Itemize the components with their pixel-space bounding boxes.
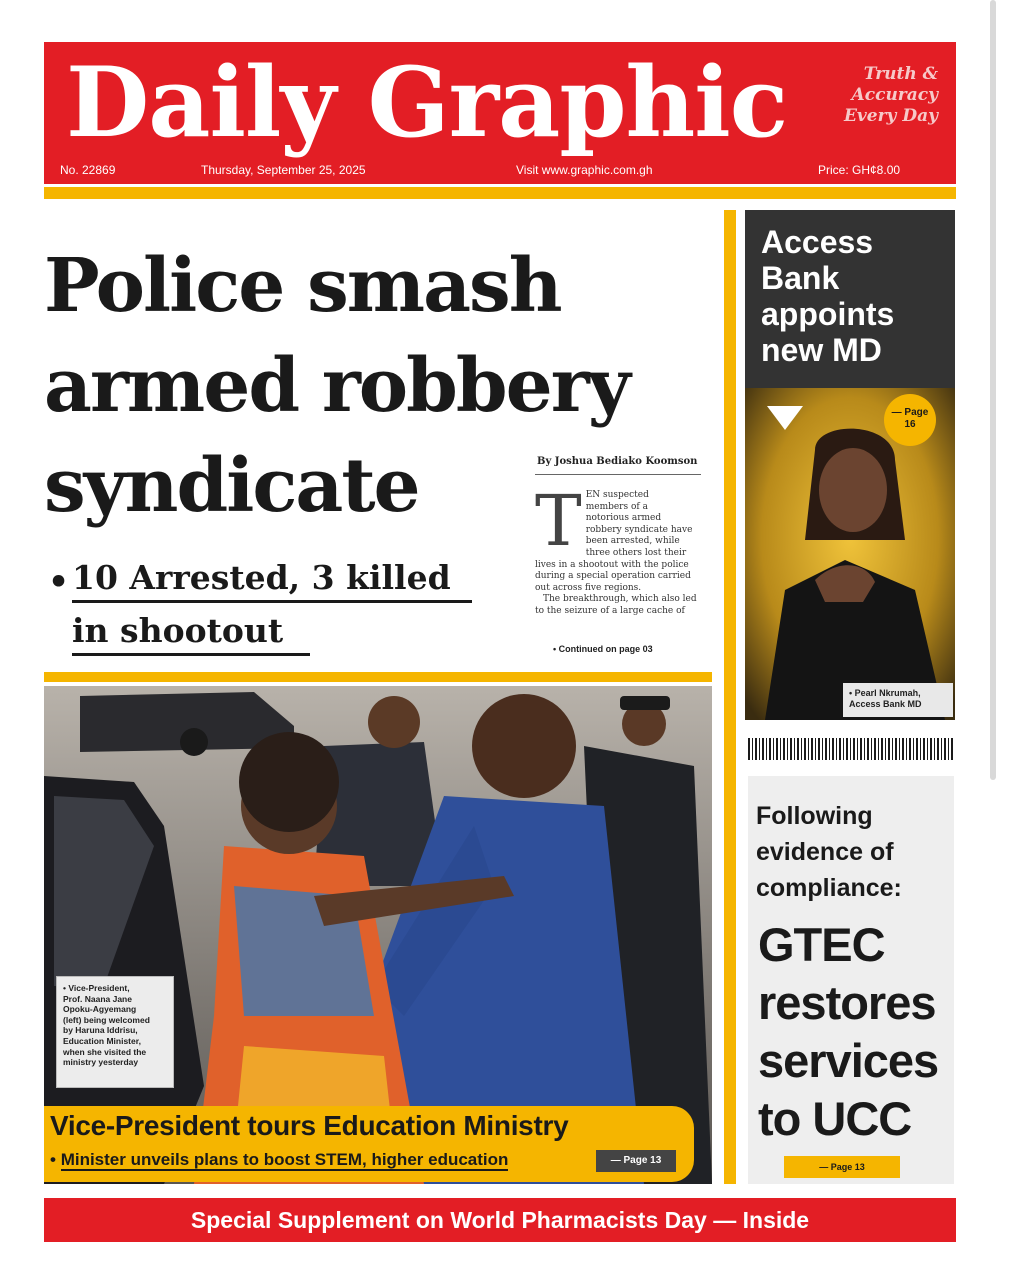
headline-line: Police smash [44,243,561,329]
caption-line: Access Bank MD [849,699,922,709]
issue-date: Thursday, September 25, 2025 [201,163,366,177]
page-reference[interactable]: — Page 13 [596,1150,676,1172]
photo-story-title: Vice-President tours Education Ministry [50,1110,569,1141]
caption-line: Prof. Naana Jane [63,993,132,1004]
access-bank-panel [745,210,955,720]
byline-divider [535,474,701,475]
motto-line: Truth & [863,64,938,84]
body-line: EN suspected [585,490,649,500]
barcode [748,738,954,760]
masthead-rule [44,187,956,199]
badge-line: — Page [891,407,929,418]
portrait-caption [843,683,953,717]
page-reference[interactable]: — Page 13 [784,1156,900,1178]
photo-rule [44,672,712,682]
headline-line: new MD [761,332,882,368]
subheadline-line: 10 Arrested, 3 killed [72,556,472,603]
gtec-panel [748,776,954,1184]
caption-line: ministry yesterday [63,1057,139,1068]
body-line: lives in a shootout with the police [535,559,689,570]
caption-line: • Pearl Nkrumah, [849,688,921,698]
masthead-motto [828,64,938,127]
caption-line: • Vice-President, [63,983,130,993]
bullet-icon: • [50,1150,56,1169]
caption-line: (left) being welcomed [63,1014,150,1025]
headline-line: armed robbery [44,343,629,429]
headline-line: services [758,1034,939,1087]
body-line: out across five regions. [535,582,642,593]
headline-line: syndicate [44,443,419,529]
headline-line: Bank [761,260,840,296]
issue-number: No. 22869 [60,163,116,177]
masthead-meta [44,163,956,183]
body-line: notorious armed [585,513,662,524]
body-line: to the seizure of a large cache of [535,605,685,616]
motto-line: Accuracy [851,85,938,105]
byline: By Joshua Bediako Koomson [537,456,698,467]
caption-line: when she visited the [63,1046,147,1057]
gtec-headline [758,916,938,1148]
photo-story-banner [44,1106,694,1182]
bullet-icon: • [48,562,70,601]
column-divider [724,210,736,1184]
lead-subheadline [44,556,472,662]
headline-line: to UCC [758,1092,912,1145]
website-link[interactable]: Visit www.graphic.com.gh [516,163,653,177]
headline-line: restores [758,976,936,1029]
caption-line: Opoku-Agyemang [63,1004,137,1015]
motto-line: Every Day [843,106,938,126]
caption-line: Education Minister, [63,1035,141,1046]
issue-price: Price: GH¢8.00 [818,163,901,177]
badge-line: 16 [904,419,916,430]
subtitle-text: Minister unveils plans to boost STEM, higher education [60,1150,509,1169]
photo-story-subtitle [50,1150,508,1170]
body-line: The breakthrough, which also led [543,594,697,605]
triangle-down-icon [767,406,803,430]
gtec-kicker [756,798,902,906]
kicker-line: compliance: [756,874,902,902]
body-line: during a special operation carried [535,571,691,582]
supplement-banner[interactable]: Special Supplement on World Pharmacists Day — Inside [44,1198,956,1242]
newspaper-title: Daily Graphic [66,46,788,159]
access-headline [761,224,894,368]
subheadline-line: in shootout [72,609,310,656]
photo-caption [56,976,174,1088]
headline-line: GTEC [758,918,885,971]
body-line: been arrested, while [585,536,680,547]
headline-line: Access [761,224,874,260]
masthead [44,42,956,184]
body-line: robbery syndicate have [585,524,693,535]
story-body [535,480,705,618]
drop-cap: T [535,480,582,562]
page-reference-badge[interactable] [884,394,936,446]
kicker-line: evidence of [756,838,894,866]
page-scrollbar[interactable] [990,0,996,780]
kicker-line: Following [756,802,873,830]
headline-line: appoints [761,296,895,332]
body-line: members of a [585,501,648,512]
continued-link[interactable]: • Continued on page 03 [553,644,653,654]
caption-line: by Haruna Iddrisu, [63,1025,138,1036]
body-line: three others lost their [585,547,687,558]
